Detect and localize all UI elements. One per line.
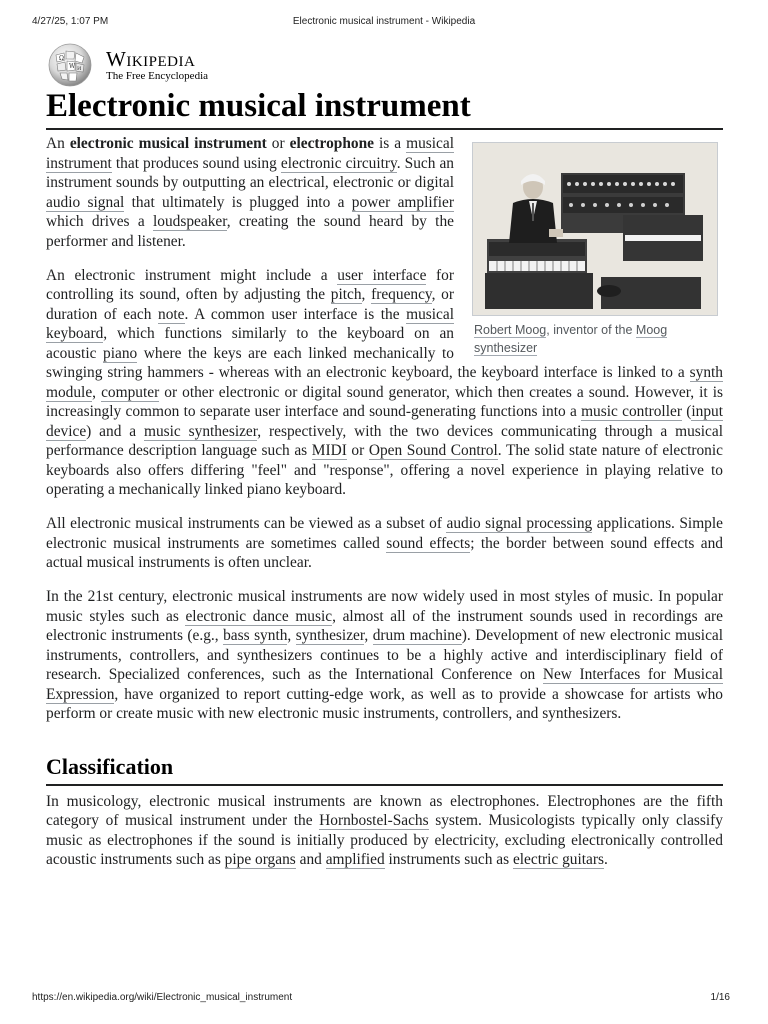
print-url: https://en.wikipedia.org/wiki/Electronic_musical_instrument — [32, 992, 293, 1003]
link-user-interface[interactable]: user interface — [337, 266, 427, 284]
text: , — [364, 627, 373, 644]
link-frequency[interactable]: frequency — [371, 286, 432, 303]
page-title: Electronic musical instrument — [46, 86, 723, 130]
text: that ultimately is plugged into a — [124, 193, 352, 211]
text: ; the border between sound effects and actual musical instruments is often unclear. — [46, 534, 723, 571]
text: that produces sound using — [111, 154, 281, 172]
link-input-device[interactable]: input device — [46, 403, 723, 440]
link-piano[interactable]: piano — [103, 344, 138, 362]
link-synthesizer[interactable]: synthesizer — [295, 627, 365, 644]
wikipedia-tagline: The Free Encyclopedia — [106, 70, 209, 82]
print-header — [32, 16, 736, 30]
moog-synthesizer-photo-image — [472, 142, 718, 316]
link-hornbostel-sachs[interactable]: Hornbostel-Sachs — [319, 812, 429, 829]
link-bass-synth[interactable]: bass synth — [223, 627, 288, 644]
text: or — [266, 135, 290, 152]
print-page-title: Electronic musical instrument - Wikipedia — [292, 16, 476, 27]
text: is a — [373, 135, 407, 152]
caption-link-moog-synthesizer[interactable]: Moog synthesizer — [474, 323, 668, 355]
link-pitch[interactable]: pitch — [330, 286, 362, 303]
text: ) and a — [86, 422, 144, 440]
text: or — [346, 442, 369, 459]
article-body — [46, 134, 723, 884]
print-footer — [32, 992, 736, 1006]
link-note[interactable]: note — [158, 305, 185, 323]
text: ( — [681, 403, 692, 420]
caption-text: , inventor of the — [546, 323, 636, 337]
wikipedia-wordmark: Wikipedia — [106, 47, 196, 71]
paragraph-signal-processing — [46, 514, 723, 573]
link-music-controller[interactable]: music controller — [581, 403, 682, 420]
link-audio-signal-processing[interactable]: audio signal processing — [446, 515, 593, 532]
figure-caption — [472, 321, 722, 357]
text: . A common user interface is the — [184, 305, 407, 323]
bold-term: electronic musical instrument — [69, 135, 267, 152]
text: which drives a — [46, 213, 153, 230]
text: , which functions similarly to the keyboard on an acoustic — [46, 325, 454, 362]
text: for controlling its sound, often by adjusting the — [46, 266, 455, 303]
link-loudspeaker[interactable]: loudspeaker — [153, 213, 227, 230]
infobox-figure — [472, 142, 722, 357]
text: . The solid state nature of electronic keyboards also offers differing "feel" and "response", offering a novel experience in playing relative to operating a mechanically linked piano keyboard. — [46, 442, 723, 498]
link-midi[interactable]: MIDI — [311, 442, 347, 459]
link-audio-signal[interactable]: audio signal — [46, 193, 125, 211]
text: where the keys are each linked mechanically to swinging string hammers - whereas with an electronic keyboard, the keyboard interface is linked to a — [46, 344, 690, 381]
text: system. Musicologists typically only classify music as electrophones if the sound is initially produced by electricity, excluding electronically controlled acoustic instruments such as — [46, 812, 723, 868]
link-drum-machine[interactable]: drum machine — [372, 627, 462, 644]
paragraph-classification — [46, 792, 723, 870]
text: applications. Simple electronic musical instruments are sometimes called — [46, 515, 723, 552]
text: An — [46, 135, 70, 152]
text: , — [361, 286, 372, 303]
link-electric-guitars[interactable]: electric guitars — [512, 851, 604, 868]
print-datetime: 4/27/25, 1:07 PM — [32, 16, 109, 27]
text: , have organized to report cutting-edge work, as well as to provide a showcase for artists who perform or create music with new electronic music instruments, controllers, and synthesizers. — [46, 685, 723, 722]
text: instruments such as — [384, 851, 513, 868]
text: ). Development of new electronic musical instruments, controllers, and synthesizers continues to be a highly active and interdisciplinary field of research. Specialized conferences, such as the International Conference on — [46, 627, 724, 683]
text: In the 21st century, electronic musical instruments are now widely used in most styles of music. In popular music styles such as — [46, 588, 723, 625]
link-open-sound-control[interactable]: Open Sound Control — [368, 442, 498, 459]
section-heading-classification: Classification — [46, 752, 723, 786]
link-sound-effects[interactable]: sound effects — [386, 534, 471, 552]
caption-link-robert-moog[interactable]: Robert Moog — [474, 323, 547, 337]
link-musical-keyboard[interactable]: musical keyboard — [46, 305, 454, 342]
text: . Such an instrument sounds by outputting an electrical, electronic or digital — [46, 154, 454, 191]
link-musical-instrument[interactable]: musical instrument — [46, 135, 454, 172]
link-nime[interactable]: New Interfaces for Musical Expression — [46, 666, 724, 703]
link-music-synthesizer[interactable]: music synthesizer — [144, 422, 258, 440]
print-page-number: 1/16 — [710, 992, 730, 1003]
text: , almost all of the instrument sounds used in recordings are electronic instruments (e.g., — [46, 607, 724, 644]
paragraph-21st-century — [46, 587, 723, 724]
text: , — [92, 383, 102, 401]
text: , creating the sound heard by the performer and listener. — [46, 213, 454, 250]
link-power-amplifier[interactable]: power amplifier — [351, 193, 454, 211]
text: , respectively, with the two devices communicating through a musical performance description language such as — [46, 422, 723, 459]
text: , — [287, 627, 296, 644]
link-electronic-dance-music[interactable]: electronic dance music — [185, 607, 333, 625]
text: and — [295, 851, 326, 868]
svg-text:Ω: Ω — [59, 55, 64, 62]
svg-text:W: W — [69, 63, 76, 70]
link-pipe-organs[interactable]: pipe organs — [224, 851, 296, 868]
text: All electronic musical instruments can be viewed as a subset of — [46, 515, 447, 532]
text: An electronic instrument might include a — [46, 266, 338, 284]
text: or other electronic or digital sound generator, which then creates a sound. However, it is increasingly common to separate user interface and sound-generating functions into a — [46, 383, 724, 420]
link-synth-module[interactable]: synth module — [46, 364, 723, 401]
text: , or duration of each — [46, 286, 454, 323]
wikipedia-globe-icon — [46, 43, 94, 87]
link-amplified[interactable]: amplified — [325, 851, 385, 868]
text: . — [603, 851, 608, 868]
svg-text:И: И — [77, 66, 82, 72]
link-computer[interactable]: computer — [101, 383, 160, 401]
text: In musicology, electronic musical instruments are known as electrophones. Electrophones are the fifth category of musical instrument under the — [46, 792, 723, 829]
link-electronic-circuitry[interactable]: electronic circuitry — [280, 154, 397, 172]
bold-term: electrophone — [289, 135, 374, 152]
